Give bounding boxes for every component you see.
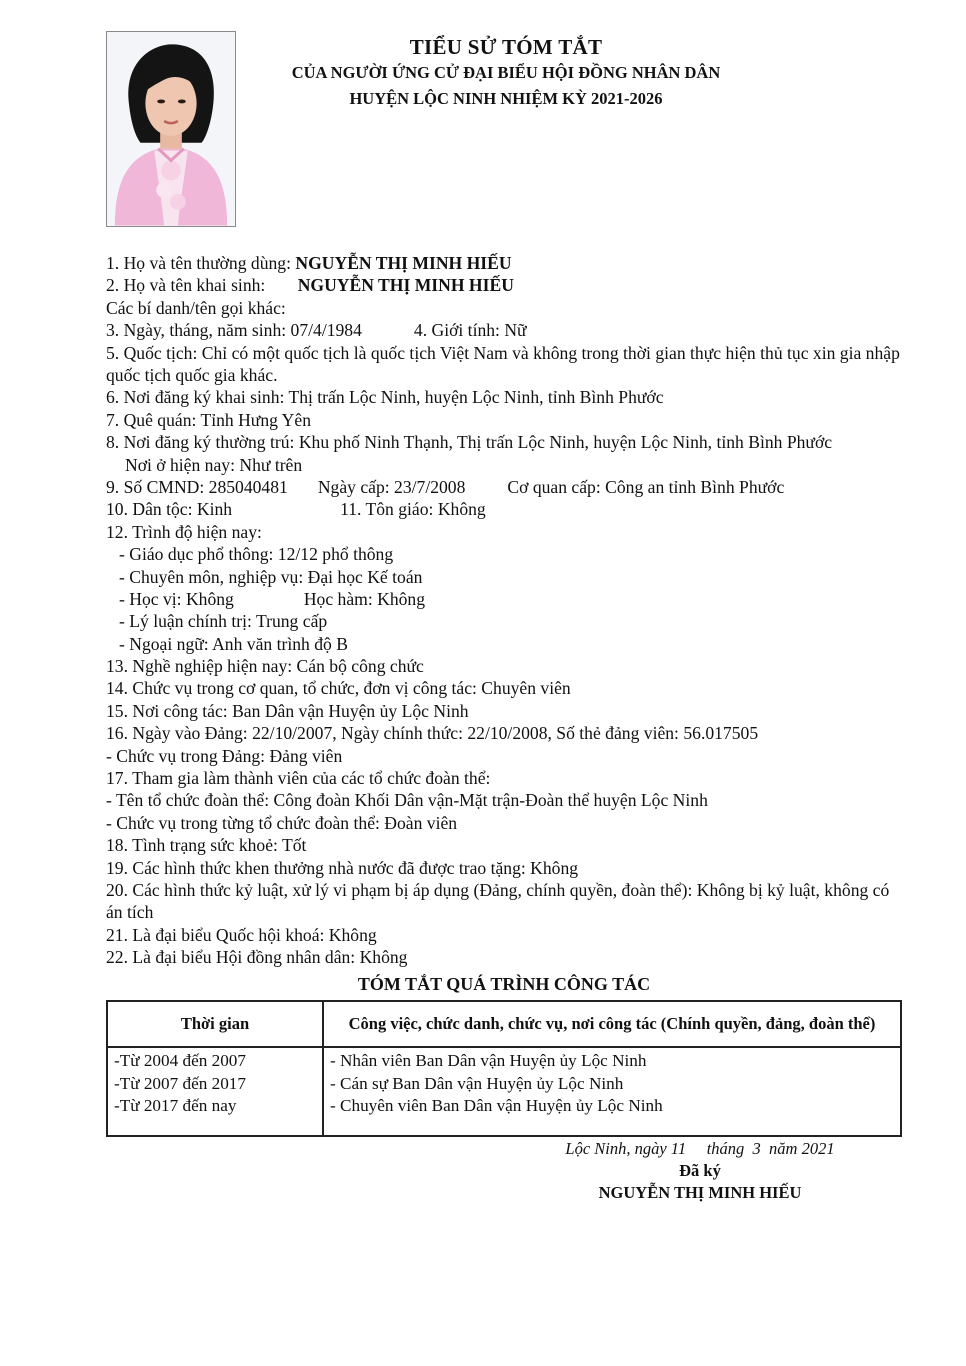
gender: 4. Giới tính: Nữ: [413, 320, 527, 341]
peoples-council-delegate: 22. Là đại biểu Hội đồng nhân dân: Không: [106, 947, 408, 968]
organization-name: - Tên tổ chức đoàn thể: Công đoàn Khối Dân vận-Mặt trận-Đoàn thể huyện Lộc Ninh: [106, 790, 708, 811]
birth-registration-place: 6. Nơi đăng ký khai sinh: Thị trấn Lộc Ninh, huyện Lộc Ninh, tỉnh Bình Phước: [106, 387, 664, 408]
common-name-value: NGUYỄN THỊ MINH HIẾU: [295, 253, 512, 273]
birth-date: 3. Ngày, tháng, năm sinh: 07/4/1984: [106, 320, 362, 341]
biography-section: [106, 252, 906, 969]
common-name-label: 1. Họ và tên thường dùng:: [106, 253, 296, 273]
political-theory: - Lý luận chính trị: Trung cấp: [119, 611, 328, 632]
birth-name-label: 2. Họ và tên khai sinh:: [106, 275, 270, 296]
work-history-table: [106, 1000, 902, 1137]
national-assembly-delegate: 21. Là đại biểu Quốc hội khoá: Không: [106, 924, 377, 945]
id-number: 9. Số CMND: 285040481: [106, 476, 288, 497]
column-header-job: Công việc, chức danh, chức vụ, nơi công tác (Chính quyền, đảng, đoàn thể): [323, 1001, 901, 1047]
job-entry: - Chuyên viên Ban Dân vận Huyện ủy Lộc Ninh: [330, 1096, 663, 1116]
portrait-image: [107, 32, 235, 226]
table-row: [107, 1047, 901, 1136]
degree-line: [106, 588, 906, 610]
organizations-heading: 17. Tham gia làm thành viên của các tổ chức đoàn thể:: [106, 768, 491, 789]
workplace: 15. Nơi công tác: Ban Dân vận Huyện ủy Lộc Ninh: [106, 700, 469, 721]
awards: 19. Các hình thức khen thưởng nhà nước đã được trao tặng: Không: [106, 857, 579, 878]
signed-note: Đã ký: [679, 1161, 721, 1180]
birth-name-value: NGUYỄN THỊ MINH HIẾU: [297, 275, 514, 296]
party-membership: 16. Ngày vào Đảng: 22/10/2007, Ngày chính thức: 22/10/2008, Số thẻ đảng viên: 56.017505: [106, 723, 759, 744]
column-header-time: Thời gian: [107, 1001, 323, 1047]
time-entry: -Từ 2004 đến 2007: [114, 1051, 246, 1070]
hometown: 7. Quê quán: Tỉnh Hưng Yên: [106, 409, 311, 430]
id-issuer: Cơ quan cấp: Công an tỉnh Bình Phước: [507, 476, 785, 497]
time-cell: [107, 1047, 323, 1136]
bio-line-3-4: [106, 319, 906, 341]
bio-line-1: [106, 252, 906, 274]
current-residence: Nơi ở hiện nay: Như trên: [125, 454, 303, 475]
ethnicity: 10. Dân tộc: Kinh: [106, 499, 233, 520]
signer-name: NGUYỄN THỊ MINH HIẾU: [598, 1183, 802, 1202]
document-subtitle-2: HUYỆN LỘC NINH NHIỆM KỲ 2021-2026: [349, 89, 663, 108]
academic-degree: - Học vị: Không: [119, 588, 234, 609]
bio-line-2: [106, 274, 906, 296]
religion: 11. Tôn giáo: Không: [340, 499, 486, 520]
health-status: 18. Tình trạng sức khoẻ: Tốt: [106, 835, 307, 856]
table-header-row: [107, 1001, 901, 1047]
organization-role: - Chức vụ trong từng tổ chức đoàn thể: Đoàn viên: [106, 812, 458, 833]
bio-line-10-11: [106, 498, 906, 520]
id-issue-date: Ngày cấp: 23/7/2008: [317, 476, 466, 497]
document-title: TIỂU SỬ TÓM TẮT: [409, 35, 603, 59]
general-education: - Giáo dục phổ thông: 12/12 phổ thông: [119, 544, 394, 565]
position: 14. Chức vụ trong cơ quan, tổ chức, đơn vị công tác: Chuyên viên: [106, 678, 571, 699]
job-entry: - Cán sự Ban Dân vận Huyện ủy Lộc Ninh: [330, 1073, 624, 1093]
occupation: 13. Nghề nghiệp hiện nay: Cán bộ công chức: [106, 656, 424, 677]
place-date: Lộc Ninh, ngày 11 tháng 3 năm 2021: [565, 1139, 835, 1158]
job-cell: [323, 1047, 901, 1136]
professional-qualification: - Chuyên môn, nghiệp vụ: Đại học Kế toán: [119, 566, 423, 587]
foreign-language: - Ngoại ngữ: Anh văn trình độ B: [119, 633, 348, 654]
work-history-title: TÓM TẮT QUÁ TRÌNH CÔNG TÁC: [357, 974, 651, 994]
academic-title: Học hàm: Không: [303, 588, 426, 609]
document-header: [246, 34, 766, 112]
permanent-residence: 8. Nơi đăng ký thường trú: Khu phố Ninh Thạnh, Thị trấn Lộc Ninh, huyện Lộc Ninh, tỉnh Bình Phước: [106, 432, 833, 453]
time-entry: -Từ 2007 đến 2017: [114, 1073, 246, 1093]
education-heading: 12. Trình độ hiện nay:: [106, 521, 262, 542]
job-entry: - Nhân viên Ban Dân vận Huyện ủy Lộc Ninh: [330, 1051, 647, 1070]
bio-line-9: [106, 476, 906, 498]
document-subtitle-1: CỦA NGƯỜI ỨNG CỬ ĐẠI BIỂU HỘI ĐỒNG NHÂN DÂN: [291, 63, 721, 82]
alias-line: Các bí danh/tên gọi khác:: [106, 297, 286, 318]
signature-block: [540, 1138, 860, 1204]
discipline: 20. Các hình thức kỷ luật, xử lý vi phạm bị áp dụng (Đảng, chính quyền, đoàn thể): Không bị kỷ luật, không có án tích: [106, 879, 890, 923]
party-position: - Chức vụ trong Đảng: Đảng viên: [106, 745, 343, 766]
portrait-photo: [106, 31, 236, 227]
time-entry: -Từ 2017 đến nay: [114, 1096, 237, 1116]
nationality: 5. Quốc tịch: Chỉ có một quốc tịch là quốc tịch Việt Nam và không trong thời gian thực hiện thủ tục xin gia nhập quốc tịch quốc gia khác.: [106, 342, 900, 385]
